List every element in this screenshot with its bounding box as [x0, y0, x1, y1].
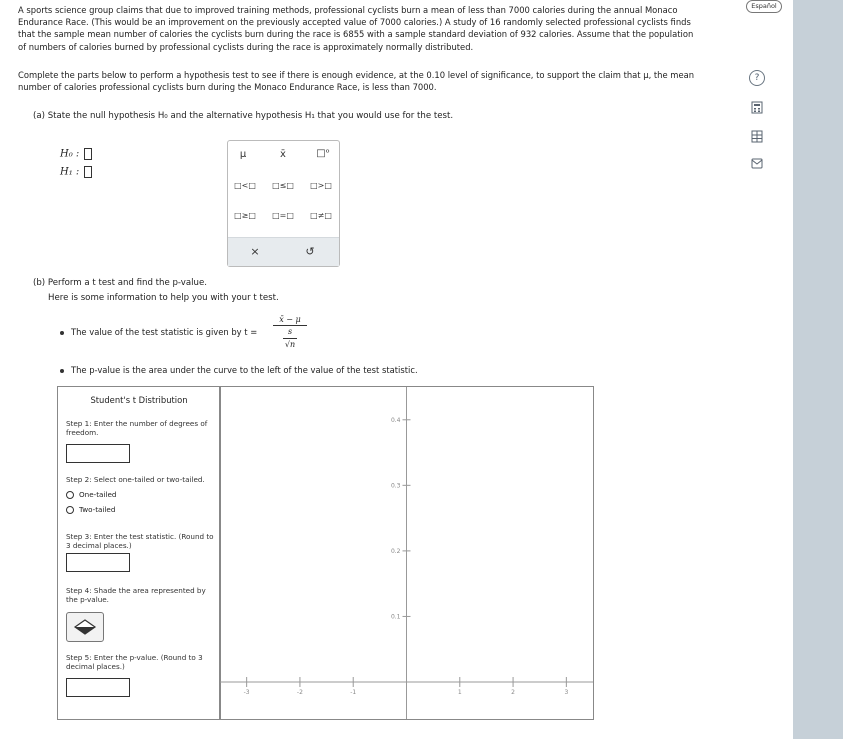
mail-icon[interactable]	[750, 158, 764, 172]
not-equal-button[interactable]: □≠□	[310, 211, 332, 220]
bullet-p-value: The p-value is the area under the curve to the left of the value of the test statistic.	[60, 365, 418, 375]
x-tick-label: -1	[350, 689, 357, 696]
problem-task: Complete the parts below to perform a hypothesis test to see if there is enough evidence, at the 0.10 level of significance, to support the claim that μ, the mean number of calories professional cyclists burn during the Monaco Endurance Race, is less than 7000.	[18, 70, 695, 93]
h1-row	[60, 166, 92, 178]
superscript-button[interactable]: □ᵒ	[316, 148, 330, 159]
right-sidebar	[793, 0, 843, 739]
calculator-icon[interactable]	[750, 101, 764, 115]
formula-numerator: x̄ − μ	[273, 314, 307, 326]
help-icon[interactable]: ?	[749, 70, 765, 86]
y-tick-label: 0.2	[390, 547, 401, 555]
x-tick-label: -2	[296, 689, 303, 696]
problem-intro: A sports science group claims that due to improved training methods, professional cyclists burn a mean of less than 7000 calories during the annual Monaco Endurance Race. (This would be an improvement on the previously accepted value of 7000 calories.) A study of 16 randomly selected professional cyclists finds that the sample mean number of calories the cyclists burn during the race is 6855 with a sample standard deviation of 932 calories. Assume that the population of numbers of calories burned by professional cyclists during the race is approximately normally distributed.	[18, 5, 694, 52]
h0-input[interactable]	[84, 148, 92, 160]
t-distribution-graph	[219, 386, 594, 720]
bullet-test-statistic: The value of the test statistic is given by t =	[60, 327, 257, 337]
step3-label: Step 3: Enter the test statistic. (Round to 3 decimal places.)	[66, 532, 214, 550]
language-button[interactable]: Español	[746, 0, 782, 13]
calculator-title: Student's t Distribution	[90, 395, 188, 405]
x-tick-label: -3	[243, 689, 250, 696]
undo-icon[interactable]: ↺	[305, 245, 315, 258]
part-b-info: Here is some information to help you with your t test.	[48, 293, 279, 303]
y-tick-label: 0.1	[390, 613, 401, 621]
x-tick-label: 1	[457, 689, 462, 696]
shade-area-button[interactable]	[66, 612, 104, 642]
step5-label: Step 5: Enter the p-value. (Round to 3 decimal places.)	[66, 653, 203, 671]
palette-footer	[228, 237, 339, 266]
greater-equal-button[interactable]: □≥□	[234, 211, 256, 220]
y-tick-label: 0.4	[390, 416, 401, 424]
t-distribution-calculator	[57, 386, 221, 720]
h0-row	[60, 148, 92, 160]
greater-than-button[interactable]: □>□	[310, 181, 332, 190]
symbol-palette	[227, 140, 340, 267]
h1-label: H₁ :	[60, 166, 80, 178]
graph-canvas	[220, 387, 593, 719]
step2-label: Step 2: Select one-tailed or two-tailed.	[66, 475, 205, 484]
test-statistic-input[interactable]	[66, 553, 130, 572]
clear-icon[interactable]: ×	[250, 245, 260, 258]
y-tick-label: 0.3	[390, 482, 401, 490]
step1-label: Step 1: Enter the number of degrees of freedom.	[66, 419, 208, 437]
part-b-prompt: (b) Perform a t test and find the p-value.	[33, 278, 208, 288]
two-tailed-option[interactable]: Two-tailed	[66, 505, 115, 514]
shade-icon	[67, 613, 103, 641]
formula-denominator: s √n	[284, 327, 296, 349]
x-tick-label: 2	[511, 689, 515, 696]
p-value-input[interactable]	[66, 678, 130, 697]
h0-label: H₀ :	[60, 148, 80, 160]
part-a-prompt: (a) State the null hypothesis H₀ and the alternative hypothesis H₁ that you would use for the test.	[33, 111, 454, 121]
t-formula	[273, 314, 307, 351]
x-tick-label: 3	[564, 689, 569, 696]
h1-input[interactable]	[84, 166, 92, 178]
degrees-of-freedom-input[interactable]	[66, 444, 130, 463]
equal-button[interactable]: □=□	[272, 211, 294, 220]
one-tailed-option[interactable]: One-tailed	[66, 490, 116, 499]
step4-label: Step 4: Shade the area represented by the p-value.	[66, 586, 206, 604]
data-table-icon[interactable]	[750, 130, 764, 144]
xbar-symbol-button[interactable]: x̄	[280, 149, 286, 160]
mu-symbol-button[interactable]: μ	[239, 149, 247, 160]
less-equal-button[interactable]: □≤□	[272, 181, 294, 190]
less-than-button[interactable]: □<□	[234, 181, 256, 190]
